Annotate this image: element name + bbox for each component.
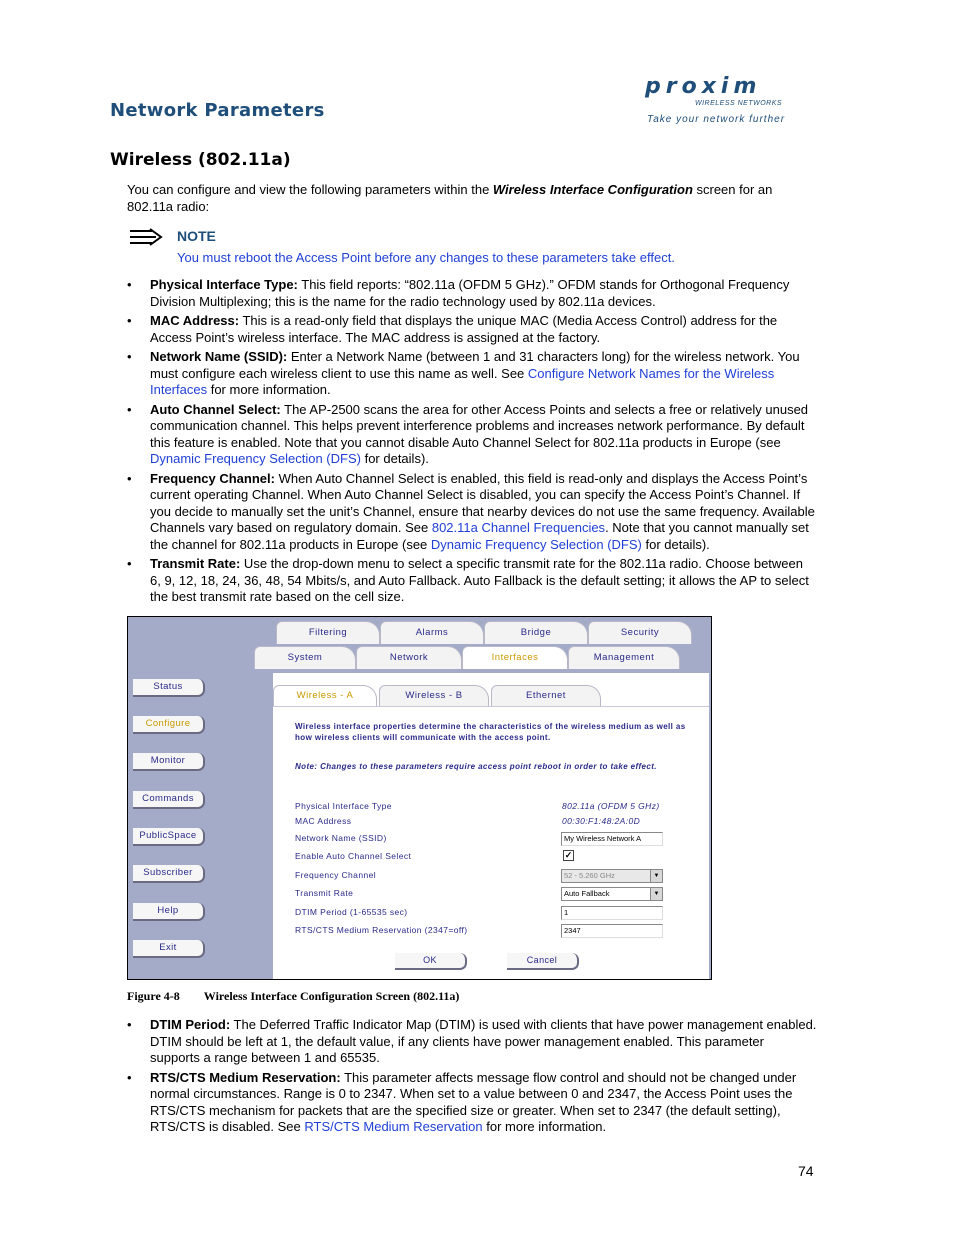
tab-security[interactable]: Security bbox=[588, 621, 692, 644]
tab-alarms[interactable]: Alarms bbox=[380, 621, 484, 644]
link-channel-frequencies[interactable]: 802.11a Channel Frequencies bbox=[431, 520, 606, 535]
logo-tagline: Take your network further bbox=[647, 114, 786, 125]
logo-subtitle: WIRELESS NETWORKS bbox=[695, 100, 783, 107]
list-item: • RTS/CTS Medium Reservation: This parameter affects message flow control and should not be changed under normal circumstances. Range is 0 to 2347. When set to a value between 0 and 2347, the Access Point uses the RTS/CTS mechanism for packets that are the specified size or greater. When set to 2347 (the default setting), RTS/CTS is disabled. See RTS/CTS Medium Reservation for more information. bbox=[127, 1070, 817, 1136]
parameter-list-1 bbox=[127, 277, 817, 609]
dtim-label: DTIM Period (1-65535 sec) bbox=[295, 907, 408, 917]
dropdown-arrow-icon: ▼ bbox=[650, 870, 662, 882]
transmit-rate-select[interactable]: Auto Fallback ▼ bbox=[561, 887, 663, 901]
mac-address-value: 00:30:F1:48:2A:0D bbox=[562, 816, 641, 826]
note-text: You must reboot the Access Point before any changes to these parameters take effect. bbox=[177, 250, 675, 265]
parameter-list-2 bbox=[127, 1017, 817, 1139]
phy-type-value: 802.11a (OFDM 5 GHz) bbox=[562, 801, 660, 811]
transmit-rate-label: Transmit Rate bbox=[295, 888, 354, 898]
dropdown-arrow-icon: ▼ bbox=[650, 888, 662, 900]
side-publicspace-button[interactable]: PublicSpace bbox=[133, 828, 205, 846]
form-notice: Note: Changes to these parameters require access point reboot in order to take effect. bbox=[295, 762, 657, 771]
subsection-title: Wireless (802.11a) bbox=[110, 150, 291, 170]
wireless-a-form bbox=[273, 706, 709, 979]
rts-input[interactable]: 2347 bbox=[561, 924, 663, 938]
intro-emphasis: Wireless Interface Configuration bbox=[492, 182, 693, 197]
side-status-button[interactable]: Status bbox=[133, 679, 205, 697]
side-monitor-button[interactable]: Monitor bbox=[133, 753, 205, 771]
ok-button[interactable]: OK bbox=[395, 953, 467, 970]
rts-label: RTS/CTS Medium Reservation (2347=off) bbox=[295, 925, 468, 935]
dtim-input[interactable]: 1 bbox=[561, 906, 663, 920]
auto-channel-checkbox[interactable]: ✓ bbox=[564, 850, 573, 860]
ssid-input[interactable]: My Wireless Network A bbox=[561, 832, 663, 846]
tab-bridge[interactable]: Bridge bbox=[484, 621, 588, 644]
tab-management[interactable]: Management bbox=[568, 646, 680, 669]
list-item: • Transmit Rate: Use the drop-down menu to select a specific transmit rate for the 802.11a radio. Choose between 6, 9, 12, 18, 24, 36, 48, 54 Mbits/s, and Auto Fallback. Auto Fallback is the default setting; it allows the AP to select the best transmit rate based on the cell size. bbox=[127, 556, 817, 606]
list-item: • MAC Address: This is a read-only field that displays the unique MAC (Media Access Control) address for the Access Point’s wireless interface. The MAC address is assigned at the factory. bbox=[127, 313, 817, 346]
side-help-button[interactable]: Help bbox=[133, 903, 205, 921]
ssid-label: Network Name (SSID) bbox=[295, 833, 387, 843]
tab-interfaces[interactable]: Interfaces bbox=[462, 646, 568, 669]
side-exit-button[interactable]: Exit bbox=[133, 940, 205, 958]
intro-paragraph: You can configure and view the following parameters within the Wireless Interface Configuration screen for an 802.11a radio: bbox=[127, 182, 773, 214]
page-number: 74 bbox=[798, 1163, 814, 1179]
side-subscriber-button[interactable]: Subscriber bbox=[133, 865, 205, 883]
proxim-logo bbox=[645, 70, 805, 130]
link-dfs[interactable]: Dynamic Frequency Selection (DFS) bbox=[430, 536, 642, 552]
form-description: Wireless interface properties determine the characteristics of the wireless medium as well as how wireless clients will communicate with the access point. bbox=[295, 722, 686, 742]
phy-type-label: Physical Interface Type bbox=[295, 801, 392, 811]
frequency-channel-label: Frequency Channel bbox=[295, 870, 376, 880]
link-configure-network-names[interactable]: Configure Network Names for the Wireless Interfaces bbox=[150, 365, 775, 397]
list-item: • Auto Channel Select: The AP-2500 scans the area for other Access Points and selects a free or relatively unused communication channel. This helps prevent interference problems and increases network performance. By default this feature is enabled. Note that you cannot disable Auto Channel Select for 802.11a products in Europe (see Dynamic Frequency Selection (DFS) for details). bbox=[127, 402, 817, 468]
note-label: NOTE bbox=[177, 228, 216, 244]
side-commands-button[interactable]: Commands bbox=[133, 791, 205, 809]
list-item: • Physical Interface Type: This field reports: “802.11a (OFDM 5 GHz).” OFDM stands for Orthogonal Frequency Division Multiplexing; this is the name for the radio technology used by 802.11a devices. bbox=[127, 277, 817, 310]
section-title: Network Parameters bbox=[110, 100, 325, 121]
tab-system[interactable]: System bbox=[254, 646, 356, 669]
list-item: • DTIM Period: The Deferred Traffic Indicator Map (DTIM) is used with clients that have power management enabled. DTIM should be left at 1, the default value, if any clients have power management enabled. This parameter supports a range between 1 and 65535. bbox=[127, 1017, 817, 1067]
config-panel bbox=[273, 673, 709, 978]
configuration-screenshot bbox=[127, 616, 712, 980]
frequency-channel-select[interactable]: 52 - 5.260 GHz ▼ bbox=[561, 869, 663, 883]
subtab-wireless-a[interactable]: Wireless - A bbox=[273, 685, 377, 706]
list-item: • Network Name (SSID): Enter a Network Name (between 1 and 31 characters long) for the wireless network. You must configure each wireless client to use this name as well. See Configure Network Names for the Wireless Interfaces for more information. bbox=[127, 349, 817, 399]
link-dfs[interactable]: Dynamic Frequency Selection (DFS) bbox=[150, 451, 361, 466]
auto-channel-label: Enable Auto Channel Select bbox=[295, 851, 412, 861]
note-arrow-icon bbox=[130, 228, 164, 246]
subtab-wireless-b[interactable]: Wireless - B bbox=[379, 685, 489, 706]
mac-address-label: MAC Address bbox=[295, 816, 352, 826]
caption-title: Wireless Interface Configuration Screen (802.11a) bbox=[203, 989, 460, 1003]
link-rts-cts[interactable]: RTS/CTS Medium Reservation bbox=[304, 1119, 483, 1134]
figure-caption bbox=[127, 989, 459, 1004]
side-configure-button[interactable]: Configure bbox=[133, 716, 205, 734]
tab-network[interactable]: Network bbox=[356, 646, 462, 669]
subtab-ethernet[interactable]: Ethernet bbox=[491, 685, 601, 706]
list-item: • Frequency Channel: When Auto Channel Select is enabled, this field is read-only and displays the Access Point’s current operating Channel. When Auto Channel Select is disabled, you can specify the Access Point’s Channel. If you decide to manually set the unit’s Channel, ensure that nearby devices do not use the same frequency. Available Channels vary based on regulatory domain. See 802.11a Channel Frequencies. Note that you cannot manually set the channel for 802.11a products in Europe (see Dynamic Frequency Selection (DFS) for details). bbox=[127, 471, 817, 554]
cancel-button[interactable]: Cancel bbox=[507, 953, 579, 970]
logo-wordmark: proxim bbox=[645, 74, 762, 99]
tab-filtering[interactable]: Filtering bbox=[276, 621, 380, 644]
caption-number: Figure 4-8 bbox=[127, 989, 180, 1003]
